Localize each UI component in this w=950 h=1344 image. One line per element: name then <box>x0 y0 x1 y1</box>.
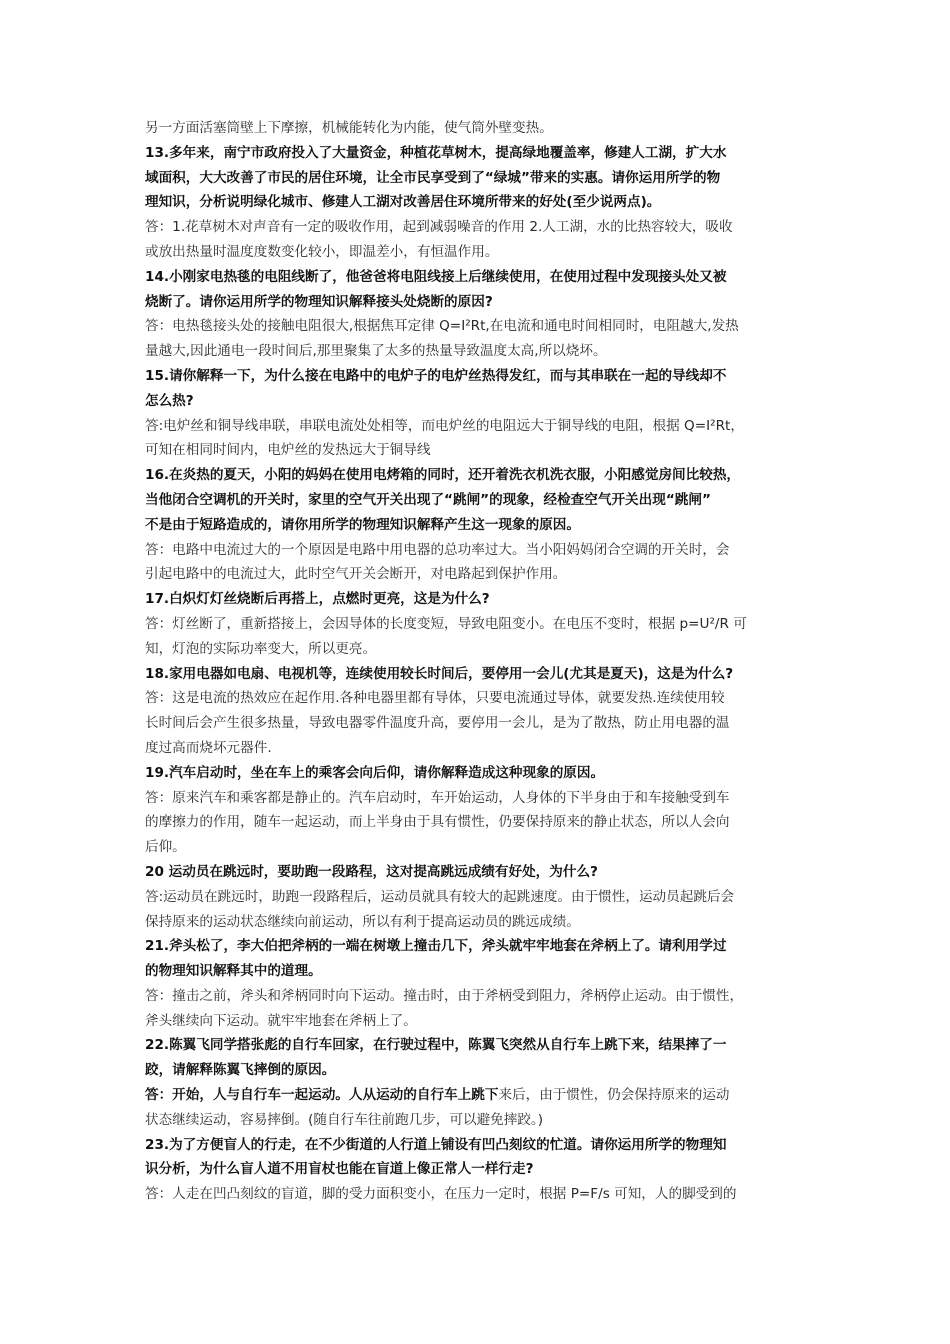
question-line: 19.汽车启动时，坐在车上的乘客会向后仰，请你解释造成这种现象的原因。 <box>145 764 605 781</box>
question-line: 烧断了。请你运用所学的物理知识解释接头处烧断的原因? <box>145 293 493 310</box>
answer-line: 度过高而烧坏元器件. <box>145 739 272 756</box>
document-page <box>145 116 810 1207</box>
question-line: 16.在炎热的夏天，小阳的妈妈在使用电烤箱的同时，还开着洗衣机洗衣服，小阳感觉房间比较热， <box>145 467 741 484</box>
answer-line: 答：撞击之前，斧头和斧柄同时向下运动。撞击时，由于斧柄受到阻力，斧柄停止运动。由于惯性， <box>145 987 744 1004</box>
answer-line: 答：1.花草树木对声音有一定的吸收作用，起到减弱噪音的作用 2.人工湖，水的比热容较大，吸收 <box>145 219 733 236</box>
question-line: 21.斧头松了，李大伯把斧柄的一端在树墩上撞击几下，斧头就牢牢地套在斧柄上了。请利用学过 <box>145 938 727 955</box>
question-line: 不是由于短路造成的，请你用所学的物理知识解释产生这一现象的原因。 <box>145 516 580 533</box>
question-line: 20 运动员在跳远时，要助跑一段路程，这对提高跳远成绩有好处，为什么? <box>145 863 598 880</box>
question-line: 17.白炽灯灯丝烧断后再搭上，点燃时更亮，这是为什么? <box>145 591 490 608</box>
answer-line: 量越大,因此通电一段时间后,那里聚集了太多的热量导致温度太高,所以烧坏。 <box>145 343 607 360</box>
answer-line: 可知在相同时间内，电炉丝的发热远大于铜导线 <box>145 442 431 459</box>
answer-line-mixed <box>145 1083 810 1108</box>
answer-line: 知，灯泡的实际功率变大，所以更亮。 <box>145 640 377 657</box>
answer-line: 答：人走在凹凸刻纹的盲道，脚的受力面积变小，在压力一定时，根据 P=F/s 可知，人的脚受到的 <box>145 1186 737 1203</box>
answer-line: 答：电热毯接头处的接触电阻很大,根据焦耳定律 Q=I²Rt,在电流和通电时间相同时，电阻越大,发热 <box>145 318 739 335</box>
question-line: 识分析，为什么盲人道不用盲杖也能在盲道上像正常人一样行走? <box>145 1161 534 1178</box>
answer-line: 状态继续运动，容易摔倒。(随自行车往前跑几步，可以避免摔跤。) <box>145 1111 544 1128</box>
question-line: 13.多年来，南宁市政府投入了大量资金，种植花草树木，提高绿地覆盖率，修建人工湖，扩大水 <box>145 144 727 161</box>
answer-line: 引起电路中的电流过大，此时空气开关会断开，对电路起到保护作用。 <box>145 566 567 583</box>
question-line: 当他闭合空调机的开关时，家里的空气开关出现了“跳闸”的现象，经检查空气开关出现“跳闸” <box>145 491 711 508</box>
answer-line: 答：灯丝断了，重新搭接上，会因导体的长度变短，导致电阻变小。在电压不变时，根据 p=U²/R 可 <box>145 615 747 632</box>
answer-rest-part: 来后，由于惯性，仍会保持原来的运动 <box>498 1087 730 1104</box>
answer-line: 答：原来汽车和乘客都是静止的。汽车启动时，车开始运动，人身体的下半身由于和车接触受到车 <box>145 789 730 806</box>
question-line: 18.家用电器如电扇、电视机等，连续使用较长时间后，要停用一会儿(尤其是夏天)，这是为什么? <box>145 665 734 682</box>
question-line: 域面积，大大改善了市民的居住环境，让全市民享受到了“绿城”带来的实惠。请你运用所学的物 <box>145 169 721 186</box>
question-line: 15.请你解释一下，为什么接在电路中的电炉子的电炉丝热得发红，而与其串联在一起的导线却不 <box>145 367 727 384</box>
answer-bold-part: 答：开始，人与自行车一起运动。人从运动的自行车上跳下 <box>145 1087 499 1104</box>
answer-line: 答：这是电流的热效应在起作用.各种电器里都有导体，只要电流通过导体，就要发热.连续使用较 <box>145 690 725 707</box>
question-line: 22.陈翼飞同学搭张彪的自行车回家，在行驶过程中，陈翼飞突然从自行车上跳下来，结果摔了一 <box>145 1037 727 1054</box>
answer-line: 答：电路中电流过大的一个原因是电路中用电器的总功率过大。当小阳妈妈闭合空调的开关时，会 <box>145 541 730 558</box>
question-line: 14.小刚家电热毯的电阻线断了，他爸爸将电阻线接上后继续使用，在使用过程中发现接头处又被 <box>145 268 727 285</box>
answer-line: 保持原来的运动状态继续向前运动，所以有利于提高运动员的跳远成绩。 <box>145 913 580 930</box>
answer-line: 斧头继续向下运动。就牢牢地套在斧柄上了。 <box>145 1012 417 1029</box>
answer-line: 后仰。 <box>145 839 186 856</box>
question-line: 跤，请解释陈翼飞摔倒的原因。 <box>145 1062 336 1079</box>
question-line: 的物理知识解释其中的道理。 <box>145 963 322 980</box>
answer-line: 另一方面活塞筒壁上下摩擦，机械能转化为内能，使气筒外壁变热。 <box>145 120 553 136</box>
question-line: 23.为了方便盲人的行走，在不少街道的人行道上铺设有凹凸刻纹的忙道。请你运用所学的物理知 <box>145 1136 727 1153</box>
question-line: 理知识，分析说明绿化城市、修建人工湖对改善居住环境所带来的好处(至少说两点)。 <box>145 194 661 211</box>
answer-line: 的摩擦力的作用，随车一起运动，而上半身由于具有惯性，仍要保持原来的静止状态，所以人会向 <box>145 814 730 831</box>
question-line: 怎么热? <box>145 392 194 409</box>
answer-line: 长时间后会产生很多热量，导致电器零件温度升高，要停用一会儿，是为了散热，防止用电器的温 <box>145 715 730 732</box>
answer-line: 或放出热量时温度度数变化较小，即温差小，有恒温作用。 <box>145 243 499 260</box>
answer-line: 答:运动员在跳远时，助跑一段路程后，运动员就具有较大的起跳速度。由于惯性，运动员起跳后会 <box>145 888 735 905</box>
answer-line: 答:电炉丝和铜导线串联，串联电流处处相等，而电炉丝的电阻远大于铜导线的电阻，根据 Q=I²Rt， <box>145 417 744 434</box>
